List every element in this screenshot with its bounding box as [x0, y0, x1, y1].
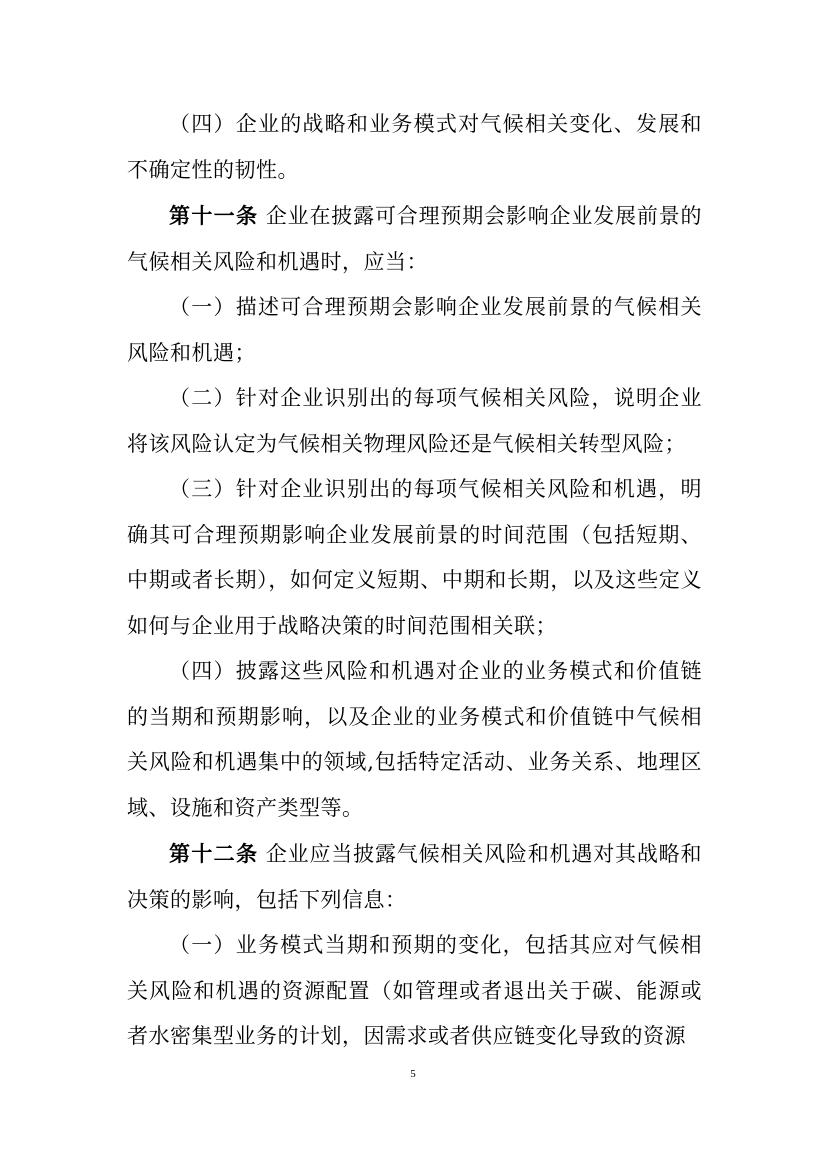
paragraph-text: （一）业务模式当期和预期的变化，包括其应对气候相关风险和机遇的资源配置（如管理或者退出关于碳、能源或者水密集型业务的计划，因需求或者供应链变化导致的资源	[127, 933, 702, 1048]
article-11-item-3	[127, 467, 702, 649]
paragraph-text: （四）企业的战略和业务模式对气候相关变化、发展和不确定性的韧性。	[127, 112, 702, 182]
document-body	[127, 102, 702, 1060]
paragraph-text: （二）针对企业识别出的每项气候相关风险，说明企业将该风险认定为气候相关物理风险还是气候相关转型风险；	[127, 386, 702, 456]
article-12-intro	[127, 831, 702, 923]
article-label: 第十二条	[169, 841, 259, 866]
paragraph-text: （三）针对企业识别出的每项气候相关风险和机遇，明确其可合理预期影响企业发展前景的时间范围（包括短期、中期或者长期），如何定义短期、中期和长期，以及这些定义如何与企业用于战略决策的时间范围相关联；	[127, 477, 702, 638]
paragraph-text: （四）披露这些风险和机遇对企业的业务模式和价值链的当期和预期影响，以及企业的业务模式和价值链中气候相关风险和机遇集中的领域,包括特定活动、业务关系、地理区域、设施和资产类型等。	[127, 659, 702, 820]
article-11-item-1	[127, 285, 702, 376]
article-11-item-2	[127, 376, 702, 467]
paragraph-text: 企业在披露可合理预期会影响企业发展前景的气候相关风险和机遇时，应当：	[127, 204, 702, 274]
article-11-item-4	[127, 649, 702, 831]
page-number: 5	[410, 1068, 416, 1080]
article-11-intro	[127, 193, 702, 285]
article-12-item-1	[127, 923, 702, 1060]
paragraph-text: （一）描述可合理预期会影响企业发展前景的气候相关风险和机遇；	[127, 295, 702, 365]
paragraph-text: 企业应当披露气候相关风险和机遇对其战略和决策的影响，包括下列信息：	[127, 842, 702, 912]
article-label: 第十一条	[169, 203, 259, 228]
paragraph-strategy-resilience	[127, 102, 702, 193]
